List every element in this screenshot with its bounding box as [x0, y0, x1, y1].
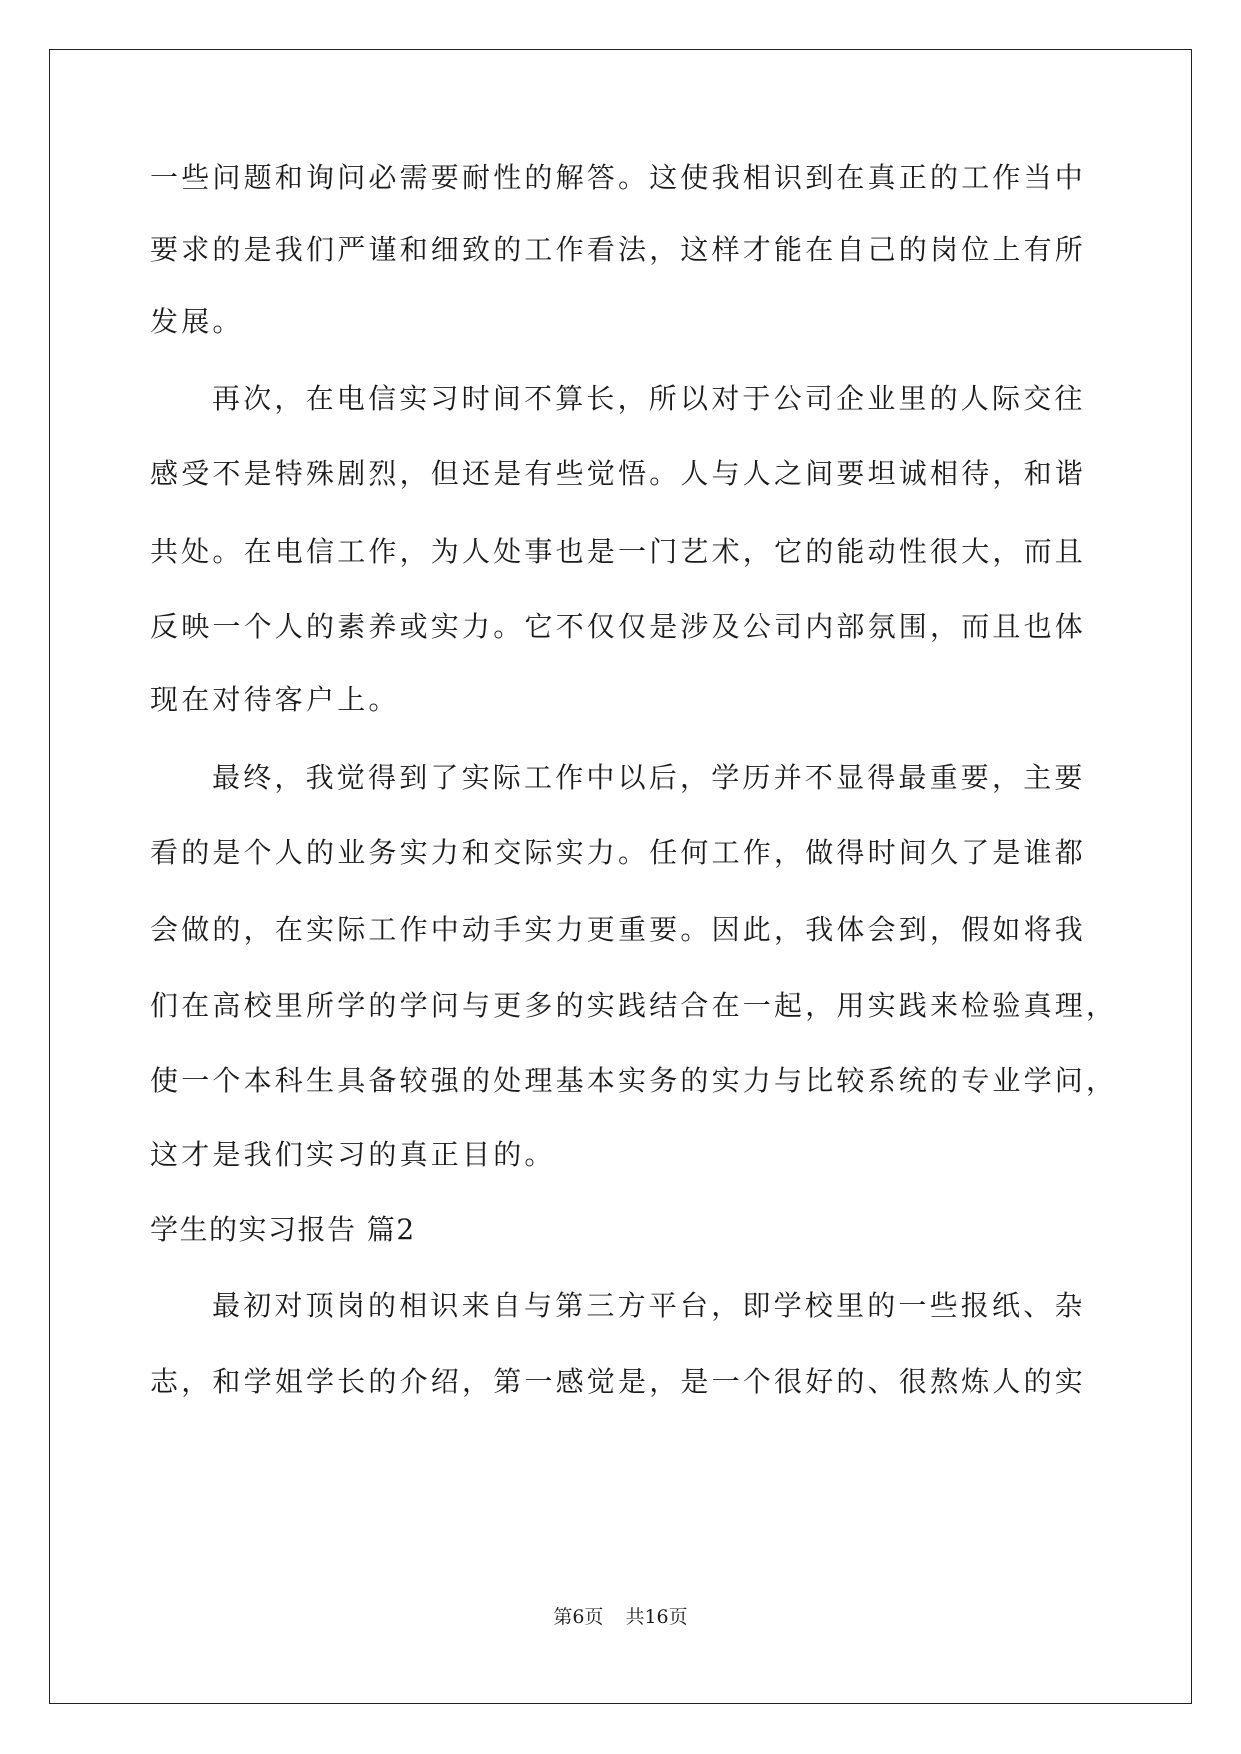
text-line: 最初对顶岗的相识来自与第三方平台，即学校里的一些报纸、杂 — [212, 1289, 1086, 1322]
text-line: 现在对待客户上。 — [150, 683, 400, 716]
text-line: 最终，我觉得到了实际工作中以后，学历并不显得最重要，主要 — [212, 761, 1086, 794]
text-line: 感受不是特殊剧烈，但还是有些觉悟。人与人之间要坦诚相待，和谐 — [150, 457, 1087, 490]
text-line: 发展。 — [150, 305, 244, 338]
text-line: 志，和学姐学长的介绍，第一感觉是，是一个很好的、很熬炼人的实 — [150, 1365, 1087, 1398]
text-line: 一些问题和询问必需要耐性的解答。这使我相识到在真正的工作当中 — [150, 161, 1087, 194]
section-heading: 学生的实习报告 篇2 — [150, 1213, 416, 1246]
text-line: 共处。在电信工作，为人处事也是一门艺术，它的能动性很大，而且 — [150, 535, 1087, 568]
page-number: 第6页 — [553, 1606, 604, 1628]
text-line: 反映一个人的素养或实力。它不仅仅是涉及公司内部氛围，而且也体 — [150, 610, 1087, 643]
text-line: 会做的，在实际工作中动手实力更重要。因此，我体会到，假如将我 — [150, 913, 1087, 946]
text-line: 们在高校里所学的学问与更多的实践结合在一起，用实践来检验真理， — [150, 989, 1118, 1022]
page-border — [49, 49, 1192, 1704]
text-line: 这才是我们实习的真正目的。 — [150, 1138, 556, 1171]
text-line: 使一个本科生具备较强的处理基本实务的实力与比较系统的专业学问， — [150, 1064, 1118, 1097]
page-total: 共16页 — [625, 1606, 688, 1628]
text-line: 看的是个人的业务实力和交际实力。任何工作，做得时间久了是谁都 — [150, 836, 1087, 869]
text-line: 要求的是我们严谨和细致的工作看法，这样才能在自己的岗位上有所 — [150, 233, 1087, 266]
text-line: 再次，在电信实习时间不算长，所以对于公司企业里的人际交往 — [212, 382, 1086, 415]
page-footer — [0, 1605, 1241, 1629]
